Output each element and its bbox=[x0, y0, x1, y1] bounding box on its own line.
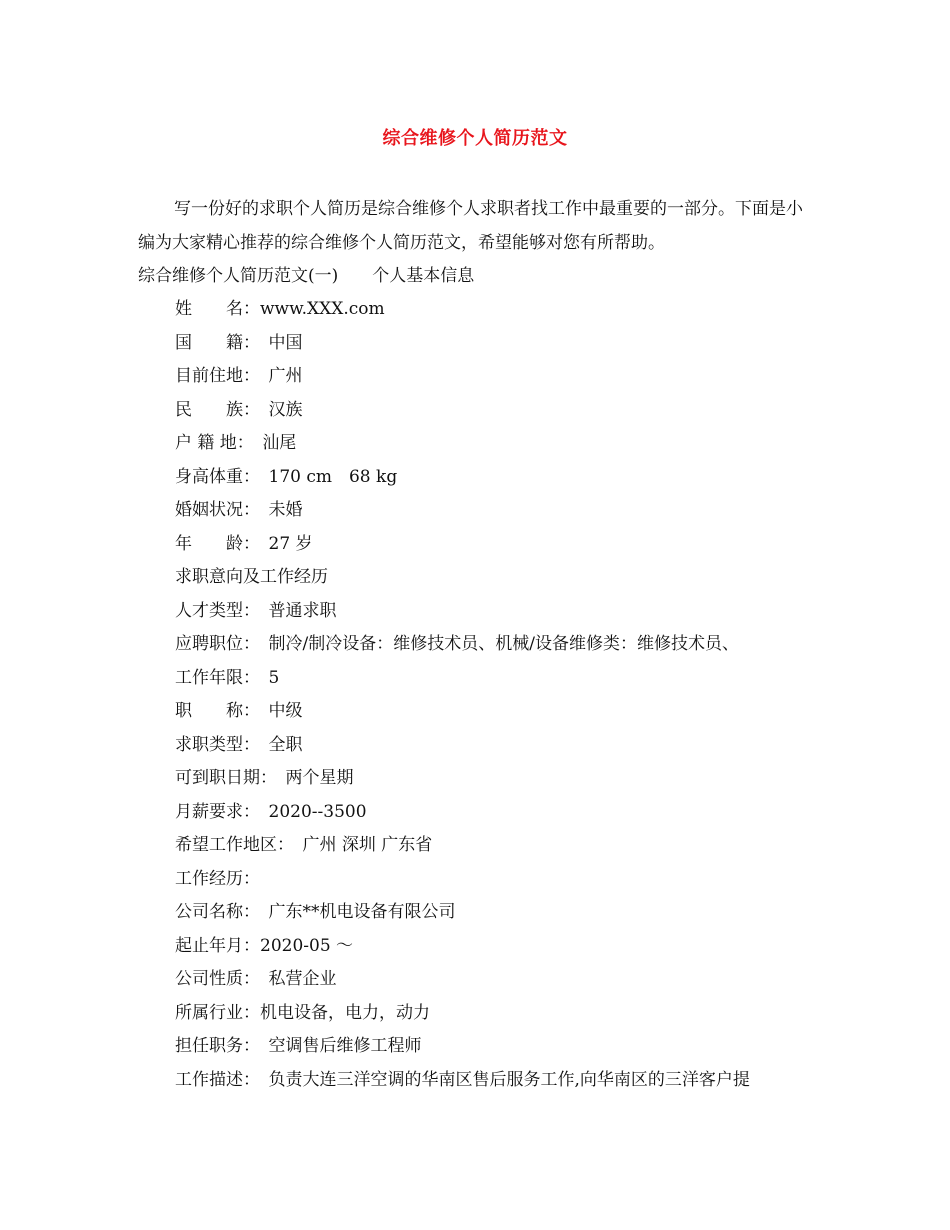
row-label: 人才类型： bbox=[175, 600, 269, 621]
row-label: 月薪要求： bbox=[175, 801, 269, 822]
info-row bbox=[175, 663, 835, 697]
info-row bbox=[175, 931, 835, 965]
info-row bbox=[175, 361, 835, 395]
row-value: 汉族 bbox=[268, 399, 303, 420]
row-label: 工作年限： bbox=[175, 667, 269, 688]
intro-paragraph: 写一份好的求职个人简历是综合维修个人求职者找工作中最重要的一部分。下面是小编为大家精心推荐的综合维修个人简历范文，希望能够对您有所帮助。 bbox=[138, 199, 803, 253]
row-value: 两个星期 bbox=[285, 768, 354, 788]
info-row bbox=[175, 964, 835, 998]
info-row bbox=[175, 294, 835, 328]
info-row bbox=[175, 696, 835, 730]
info-row bbox=[175, 797, 835, 831]
row-label: 求职意向及工作经历 bbox=[175, 567, 328, 587]
row-label: 所属行业： bbox=[175, 1002, 260, 1023]
row-value: 空调售后维修工程师 bbox=[268, 1036, 422, 1056]
row-label: 应聘职位： bbox=[175, 634, 269, 654]
row-value: www.XXX.com bbox=[260, 299, 385, 319]
row-value: 广州 bbox=[268, 366, 303, 386]
row-label: 可到职日期： bbox=[175, 768, 286, 788]
row-value: 中级 bbox=[268, 701, 303, 721]
row-label: 工作经历： bbox=[175, 868, 260, 889]
info-row bbox=[175, 1031, 835, 1065]
info-row bbox=[175, 596, 835, 630]
row-value: 27 岁 bbox=[268, 533, 313, 554]
row-value: 170 cm 68 kg bbox=[268, 466, 398, 487]
row-value: 汕尾 bbox=[262, 433, 297, 453]
info-row bbox=[175, 495, 835, 529]
info-row bbox=[175, 998, 835, 1032]
info-row bbox=[175, 562, 835, 596]
row-value: 2020-05 ～ bbox=[260, 935, 354, 956]
info-row bbox=[175, 428, 835, 462]
row-label: 工作描述： bbox=[175, 1069, 269, 1090]
row-label: 婚姻状况： bbox=[175, 500, 269, 520]
row-label: 目前住地： bbox=[175, 366, 269, 386]
info-row bbox=[175, 763, 835, 797]
info-row bbox=[175, 1065, 835, 1099]
info-row bbox=[175, 864, 835, 898]
info-row bbox=[175, 830, 835, 864]
row-value: 广州 深圳 广东省 bbox=[302, 835, 433, 855]
row-value: 私营企业 bbox=[268, 969, 337, 989]
row-value: 负责大连三洋空调的华南区售后服务工作,向华南区的三洋客户提 bbox=[268, 1069, 750, 1090]
info-rows bbox=[175, 294, 835, 1098]
row-label: 国 籍： bbox=[175, 332, 269, 353]
info-row bbox=[175, 529, 835, 563]
row-label: 户 籍 地： bbox=[175, 433, 263, 453]
row-value: 广东**机电设备有限公司 bbox=[268, 902, 456, 922]
info-row bbox=[175, 462, 835, 496]
section-heading: 综合维修个人简历范文(一) 个人基本信息 bbox=[138, 266, 475, 286]
row-label: 职 称： bbox=[175, 701, 269, 721]
row-value: 制冷/制冷设备：维修技术员、机械/设备维修类：维修技术员、 bbox=[268, 634, 739, 654]
row-label: 求职类型： bbox=[175, 734, 269, 755]
row-value: 2020--3500 bbox=[268, 801, 367, 822]
info-row bbox=[175, 730, 835, 764]
row-label: 公司性质： bbox=[175, 969, 269, 989]
row-value: 全职 bbox=[268, 734, 303, 755]
info-row bbox=[175, 897, 835, 931]
row-value: 未婚 bbox=[268, 500, 303, 520]
info-row bbox=[175, 629, 835, 663]
row-value: 普通求职 bbox=[268, 600, 337, 621]
row-label: 身高体重： bbox=[175, 466, 269, 487]
row-label: 民 族： bbox=[175, 399, 269, 420]
row-value: 中国 bbox=[268, 332, 303, 353]
row-label: 年 龄： bbox=[175, 533, 269, 554]
row-label: 担任职务： bbox=[175, 1036, 269, 1056]
row-label: 姓 名： bbox=[175, 299, 260, 319]
row-label: 希望工作地区： bbox=[175, 835, 303, 855]
info-row bbox=[175, 328, 835, 362]
info-row bbox=[175, 395, 835, 429]
row-label: 公司名称： bbox=[175, 902, 269, 922]
row-label: 起止年月： bbox=[175, 935, 260, 956]
row-value: 机电设备，电力，动力 bbox=[260, 1002, 430, 1023]
document-title: 综合维修个人简历范文 bbox=[382, 128, 568, 149]
row-value: 5 bbox=[268, 667, 280, 688]
